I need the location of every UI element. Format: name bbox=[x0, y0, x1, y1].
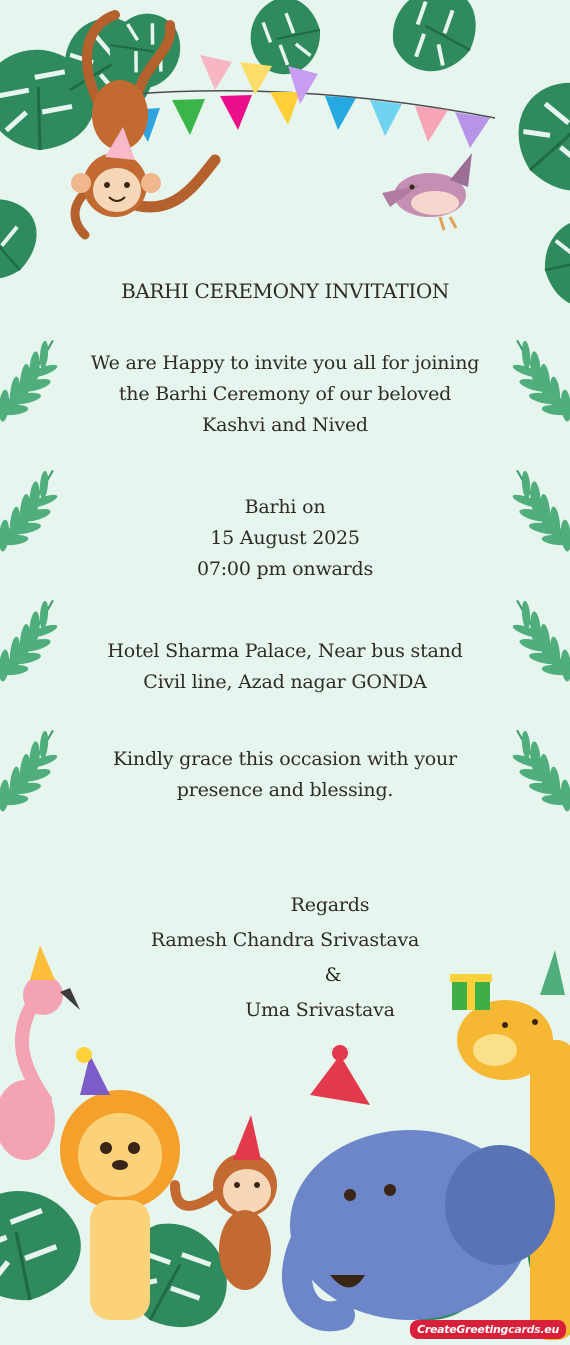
elephant-icon bbox=[290, 1045, 555, 1320]
event-time: 07:00 pm onwards bbox=[196, 558, 374, 580]
closing-message bbox=[0, 744, 570, 806]
title-text: BARHI CEREMONY INVITATION bbox=[121, 279, 449, 303]
venue-line-2: Civil line, Azad nagar GONDA bbox=[143, 671, 427, 693]
host-name-1: Ramesh Chandra Srivastava bbox=[150, 929, 420, 951]
event-label: Barhi on bbox=[244, 496, 326, 518]
watermark-part-a: CreateGreeting bbox=[417, 1323, 509, 1336]
watermark-part-b: cards bbox=[508, 1323, 541, 1336]
closing-line-1: Kindly grace this occasion with your bbox=[113, 748, 457, 770]
invite-line-3: Kashvi and Nived bbox=[202, 414, 368, 436]
venue-line-1: Hotel Sharma Palace, Near bus stand bbox=[107, 640, 463, 662]
brand-watermark[interactable] bbox=[410, 1320, 566, 1339]
event-date: 15 August 2025 bbox=[210, 527, 360, 549]
invite-line-1: We are Happy to invite you all for joining bbox=[90, 352, 480, 374]
watermark-part-c: .eu bbox=[540, 1323, 559, 1336]
bird-icon bbox=[382, 153, 472, 230]
ampersand: & bbox=[324, 964, 342, 986]
regards-block bbox=[0, 888, 570, 1028]
invite-line-2: the Barhi Ceremony of our beloved bbox=[118, 383, 452, 405]
invite-message bbox=[0, 348, 570, 441]
event-when bbox=[0, 492, 570, 585]
regards-label: Regards bbox=[290, 894, 370, 916]
host-name-2: Uma Srivastava bbox=[245, 999, 395, 1021]
closing-line-2: presence and blessing. bbox=[176, 779, 394, 801]
event-venue bbox=[0, 636, 570, 698]
invitation-title bbox=[0, 276, 570, 307]
